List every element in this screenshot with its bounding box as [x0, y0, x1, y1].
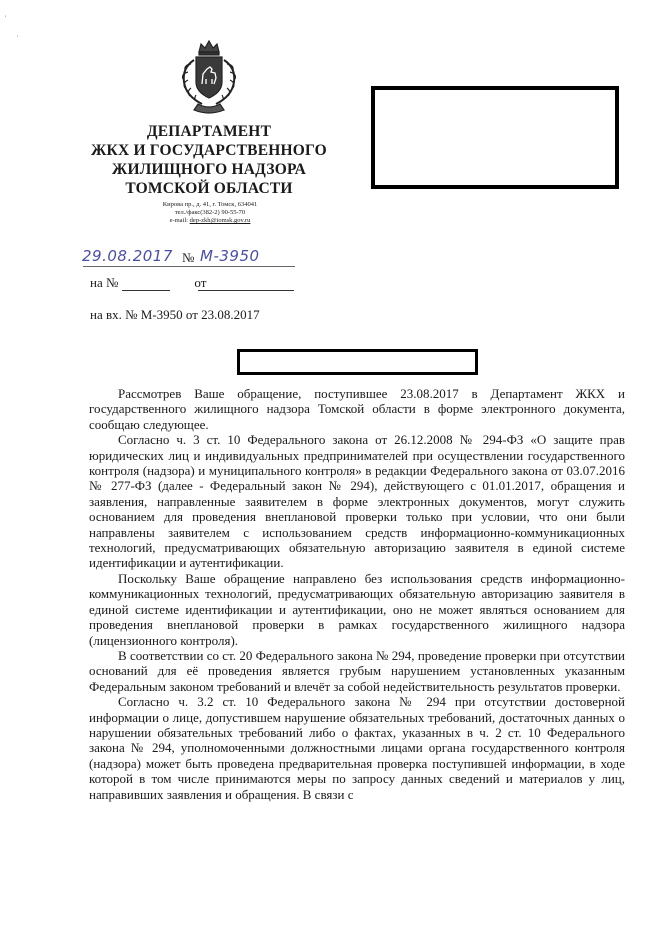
- redacted-recipient-block: [371, 86, 619, 189]
- email-address: dep-zkh@tomsk.gov.ru: [189, 217, 251, 224]
- redacted-salutation: [237, 349, 478, 375]
- reply-date-label: от: [194, 275, 207, 290]
- organization-name: [80, 122, 338, 198]
- reply-number-label: на №: [90, 275, 119, 290]
- coat-of-arms-emblem: [172, 38, 246, 116]
- address: Кирова пр., д. 41, г. Томск, 634041: [162, 201, 258, 208]
- contact-details: [118, 201, 302, 225]
- org-name-line: ДЕПАРТАМЕНТ: [146, 123, 272, 140]
- blank-number-line: [122, 290, 170, 291]
- org-name-line: ЖКХ И ГОСУДАРСТВЕННОГО: [91, 142, 327, 159]
- body-paragraph: В соответствии со ст. 20 Федерального закона № 294, проведение проверки при отсутствии оснований для её проведения является грубым нарушением установленных указанным Федеральным законом требований и влечёт за собой недействительность результатов проверки.: [89, 647, 625, 694]
- email-label: e-mail:: [169, 217, 190, 224]
- body-paragraph: Согласно ч. 3.2 ст. 10 Федерального закона № 294 при отсутствии достоверной информации о лице, допустившем нарушение обязательных требований, достаточных данных о нарушении обязательных требований либо о фактах, указанных в ч. 2 ст. 10 Федерального закона № 294, уполномоченными должностными лицами органа государственного контроля (надзора) может быть проведена предварительная проверка поступившей информации, в ходе которой в том числе принимаются меры по запросу данных сведений и материалов у лиц, направивших заявления и обращения. В связи с: [89, 694, 625, 802]
- body-paragraph: Поскольку Ваше обращение направлено без использования средств информационно-коммуникационных технологий, предусматривающих обязательную авторизацию заявителя в единой системе идентификации и аутентификации, оно не может являться основанием для проведения внеплановой проверки в рамках государственного жилищного надзора (лицензионного контроля).: [89, 570, 625, 648]
- letter-body: [89, 386, 625, 802]
- scan-mark: ˈ: [4, 14, 7, 24]
- blank-date-line: [198, 290, 294, 291]
- org-name-line: ЖИЛИЩНОГО НАДЗОРА: [111, 161, 307, 178]
- handwritten-date: 29.08.2017: [82, 247, 173, 265]
- scan-mark: ˈ: [16, 34, 19, 44]
- body-paragraph: Согласно ч. 3 ст. 10 Федерального закона от 26.12.2008 № 294-ФЗ «О защите прав юридических лиц и индивидуальных предпринимателей при осуществлении государственного контроля (надзора) и муниципального контроля» в редакции Федерального закона от 03.07.2016 № 277-ФЗ (далее - Федеральный закон № 294), действующего с 01.01.2017, обращения и заявления, направленные заявителем в форме электронных документов, могут служить основанием для проведения внеплановой проверки только при условии, что они были направлены заявителем с использованием средств информационно-коммуникационных технологий, предусматривающих обязательную авторизацию заявителя в единой системе идентификации и аутентификации.: [89, 432, 625, 571]
- number-label: №: [182, 250, 195, 265]
- handwritten-outgoing-number: М-3950: [200, 247, 260, 265]
- incoming-reference: на вх. № М-3950 от 23.08.2017: [90, 307, 260, 322]
- email-line: [118, 217, 302, 225]
- org-name-line: ТОМСКОЙ ОБЛАСТИ: [125, 180, 293, 197]
- registration-underline: [83, 266, 295, 267]
- phone-fax: тел./факс(382-2) 90-55-70: [174, 209, 246, 216]
- reply-to-line: [90, 275, 206, 291]
- body-paragraph: Рассмотрев Ваше обращение, поступившее 23.08.2017 в Департамент ЖКХ и государственного жилищного надзора Томской области в форме электронного документа, сообщаю следующее.: [89, 386, 625, 432]
